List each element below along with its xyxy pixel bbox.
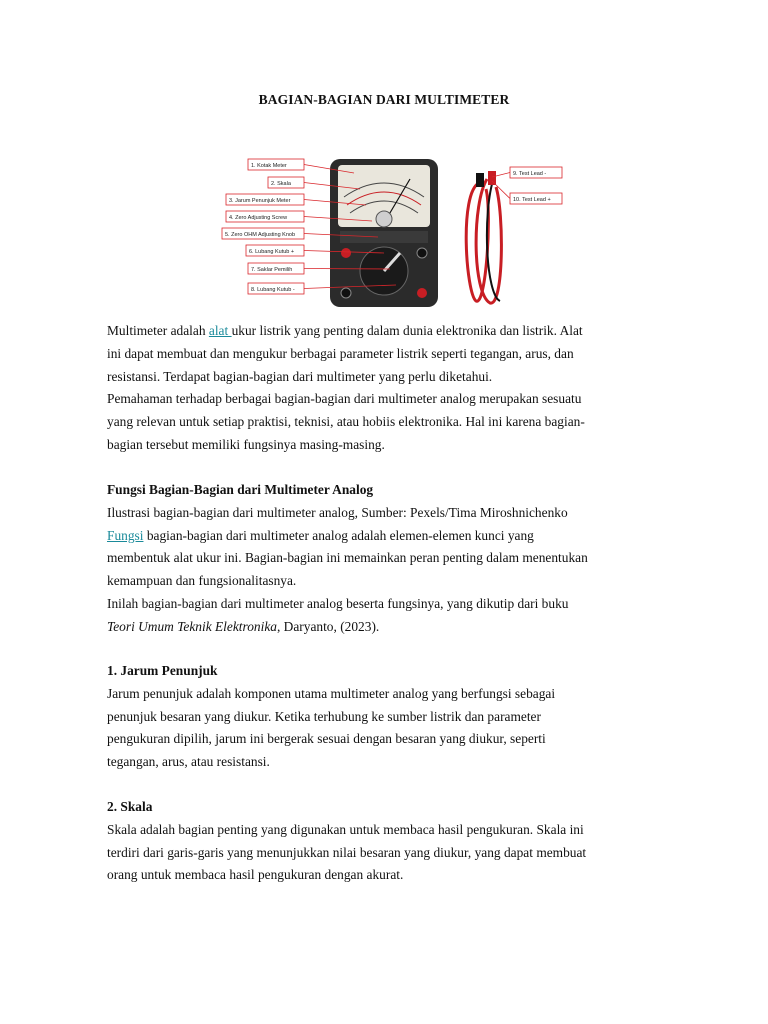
svg-text:9. Test Lead -: 9. Test Lead - — [513, 171, 547, 177]
intro-line-1: Multimeter adalah alat ukur listrik yang penting dalam dunia elektronika dan listrik. Alat — [107, 323, 583, 338]
intro-line-4: Pemahaman terhadap berbagai bagian-bagian dari multimeter analog merupakan sesuatu — [107, 391, 582, 407]
intro-line-5: yang relevan untuk setiap praktisi, teknisi, atau hobiis elektronika. Hal ini karena bagian- — [107, 414, 585, 430]
book-title: Teori Umum Teknik Elektronika — [107, 618, 277, 634]
figure-label-right-1 — [492, 167, 562, 178]
alat-link[interactable]: alat — [208, 323, 232, 338]
section-heading: 1. Jarum Penunjuk — [107, 663, 218, 678]
svg-text:6. Lubang Kutub +: 6. Lubang Kutub + — [249, 249, 295, 255]
test-leads — [466, 171, 501, 303]
fungsi-line-1: Ilustrasi bagian-bagian dari multimeter analog, Sumber: Pexels/Tima Miroshnichenko — [107, 504, 568, 520]
svg-text:8. Lubang Kutub -: 8. Lubang Kutub - — [251, 287, 295, 293]
section-heading: Fungsi Bagian-Bagian dari Multimeter Analog — [107, 482, 374, 497]
intro-line-3: resistansi. Terdapat bagian-bagian dari multimeter yang perlu diketahui. — [107, 368, 493, 384]
svg-text:1. Kotak Meter: 1. Kotak Meter — [251, 163, 287, 169]
fungsi-line-4: kemampuan dan fungsionalitasnya. — [107, 573, 297, 589]
skala-line-1: Skala adalah bagian penting yang digunakan untuk membaca hasil pengukuran. Skala ini — [107, 821, 584, 837]
intro-line-6: bagian tersebut memiliki fungsinya masing-masing. — [107, 436, 385, 452]
jarum-line-1: Jarum penunjuk adalah komponen utama multimeter analog yang berfungsi sebagai — [107, 685, 556, 701]
svg-text:10. Test Lead +: 10. Test Lead + — [513, 197, 551, 203]
fungsi-line-5: Inilah bagian-bagian dari multimeter analog beserta fungsinya, yang dikutip dari buku — [107, 595, 569, 611]
svg-text:3. Jarum Penunjuk Meter: 3. Jarum Penunjuk Meter — [229, 198, 291, 204]
jarum-line-3: pengukuran dipilih, jarum ini bergerak sesuai dengan besaran yang diukur, seperti — [107, 731, 546, 747]
fungsi-line-2: Fungsi bagian-bagian dari multimeter analog adalah elemen-elemen kunci yang — [107, 527, 534, 543]
fungsi-line-6: Teori Umum Teknik Elektronika, Daryanto, (2023). — [107, 618, 380, 634]
intro-line-2: ini dapat membuat dan mengukur berbagai parameter listrik seperti tegangan, arus, dan — [107, 345, 574, 361]
intro-paragraphs — [107, 320, 667, 457]
section-skala — [107, 796, 667, 887]
figure-label-right-2 — [492, 181, 562, 204]
section-heading: 2. Skala — [107, 799, 153, 814]
jarum-line-2: penunjuk besaran yang diukur. Ketika terhubung ke sumber listrik dan parameter — [107, 708, 541, 724]
fungsi-line-3: membentuk alat ukur ini. Bagian-bagian ini memainkan peran penting dalam menentukan — [107, 550, 588, 566]
skala-line-3: orang untuk membaca hasil pengukuran dengan akurat. — [107, 867, 404, 883]
skala-line-2: terdiri dari garis-garis yang menunjukkan nilai besaran yang diukur, yang dapat membuat — [107, 844, 587, 860]
section-jarum — [107, 660, 667, 774]
figure-labels-right — [492, 167, 562, 204]
multimeter-body — [330, 159, 438, 307]
fungsi-link[interactable]: Fungsi — [107, 527, 144, 543]
svg-text:7. Saklar Pemilih: 7. Saklar Pemilih — [251, 267, 293, 273]
document-title: BAGIAN-BAGIAN DARI MULTIMETER — [258, 92, 510, 107]
section-fungsi — [107, 479, 667, 639]
svg-text:4. Zero Adjusting Screw: 4. Zero Adjusting Screw — [229, 215, 288, 221]
multimeter-figure — [204, 153, 574, 308]
jarum-line-4: tegangan, arus, atau resistansi. — [107, 754, 270, 770]
svg-text:2. Skala: 2. Skala — [271, 181, 291, 187]
svg-text:5. Zero OHM Adjusting Knob: 5. Zero OHM Adjusting Knob — [225, 232, 296, 238]
